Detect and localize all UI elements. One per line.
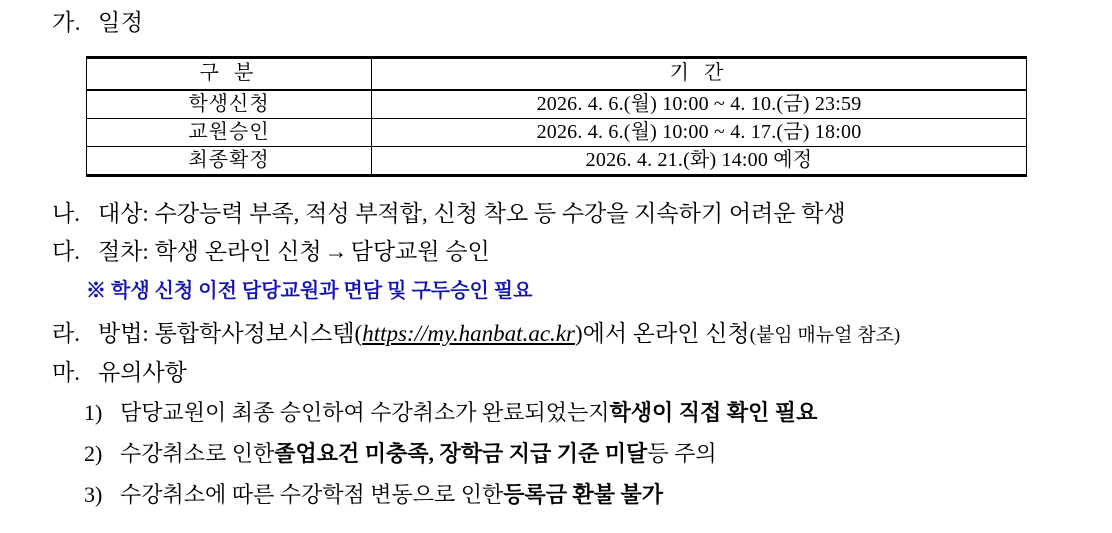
table-row	[87, 147, 1027, 176]
item-1-marker: 1)	[84, 400, 103, 425]
cell-period: 2026. 4. 6.(월) 10:00 ~ 4. 17.(금) 18:00	[372, 119, 1027, 147]
section-b-text: 대상: 수강능력 부족, 적성 부적합, 신청 착오 등 수강을 지속하기 어려운 학생	[98, 201, 846, 226]
item-1-text-bold: 학생이 직접 확인 필요	[609, 400, 818, 425]
item-2-text-after: 등 주의	[647, 441, 717, 466]
item-2-text-bold: 졸업요건 미충족, 장학금 지급 기준 미달	[274, 441, 648, 466]
item-3-text-bold: 등록금 환불 불가	[503, 482, 664, 507]
section-a-heading	[52, 4, 143, 37]
section-d-text-before: 방법: 통합학사정보시스템(	[98, 321, 363, 346]
note-text: ※ 학생 신청 이전 담당교원과 면담 및 구두승인 필요	[86, 280, 533, 302]
cell-division: 교원승인	[87, 119, 372, 147]
section-e-heading	[52, 354, 187, 387]
item-2-marker: 2)	[84, 441, 103, 466]
section-b-line	[52, 195, 846, 228]
section-e-item-1	[84, 396, 817, 427]
section-e-title: 유의사항	[98, 360, 187, 385]
section-d-text-after: )에서 온라인 신청	[574, 321, 750, 346]
item-2-text-before: 수강취소로 인한	[120, 441, 275, 466]
section-d-paren: (붙임 매뉴얼 참조)	[749, 325, 901, 346]
cell-division: 최종확정	[87, 147, 372, 176]
section-b-marker: 나.	[52, 201, 80, 226]
cell-division: 학생신청	[87, 90, 372, 119]
section-a-title: 일정	[98, 10, 144, 35]
table-row	[87, 119, 1027, 147]
table-row	[87, 90, 1027, 119]
section-c-text-before: 절차: 학생 온라인 신청	[98, 239, 322, 264]
item-1-text-before: 담당교원이 최종 승인하여 수강취소가 완료되었는지	[120, 400, 610, 425]
section-e-item-3	[84, 478, 663, 509]
system-url-link[interactable]: https://my.hanbat.ac.kr	[362, 321, 575, 346]
section-e-item-2	[84, 437, 717, 468]
section-c-line	[52, 233, 490, 266]
cell-period: 2026. 4. 6.(월) 10:00 ~ 4. 10.(금) 23:59	[372, 90, 1027, 119]
cell-period: 2026. 4. 21.(화) 14:00 예정	[372, 147, 1027, 176]
column-header-period: 기 간	[372, 58, 1027, 91]
item-3-text-before: 수강취소에 따른 수강학점 변동으로 인한	[120, 482, 504, 507]
arrow-icon: →	[324, 239, 348, 264]
column-header-division: 구 분	[87, 58, 372, 91]
section-d-line	[52, 315, 900, 348]
section-e-marker: 마.	[52, 360, 80, 385]
schedule-table	[86, 56, 1027, 177]
table-header-row	[87, 58, 1027, 91]
section-c-text-after: 담당교원 승인	[350, 239, 490, 264]
section-a-marker: 가.	[52, 10, 81, 35]
item-3-marker: 3)	[84, 482, 103, 507]
section-c-marker: 다.	[52, 239, 80, 264]
section-d-marker: 라.	[52, 321, 80, 346]
